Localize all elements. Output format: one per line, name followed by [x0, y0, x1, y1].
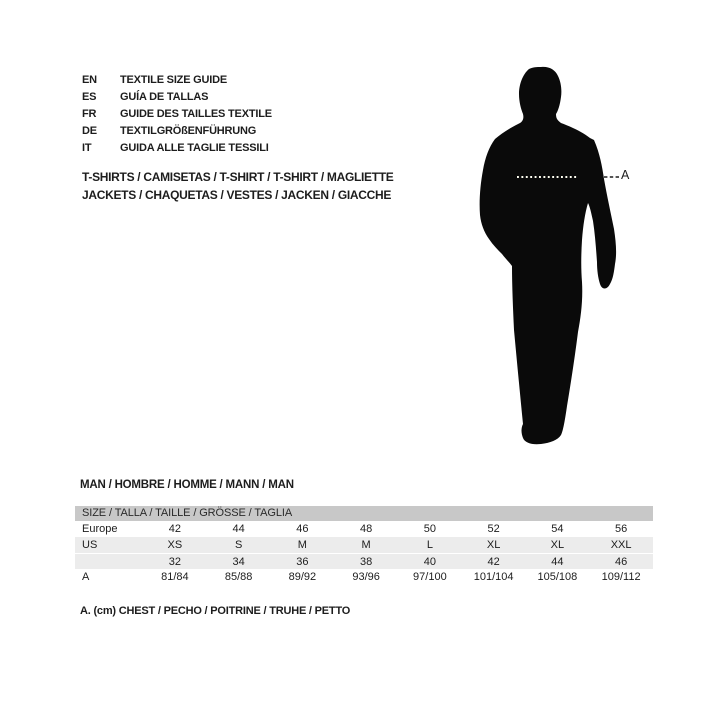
language-row-es [82, 89, 272, 106]
table-row-uk [75, 553, 653, 569]
table-cell: M [361, 539, 371, 551]
row-cells [143, 554, 653, 569]
table-cell: 44 [232, 523, 245, 535]
language-guide-list [82, 72, 272, 157]
row-cells [143, 569, 653, 585]
language-row-it [82, 140, 272, 157]
language-row-de [82, 123, 272, 140]
language-label: TEXTILE SIZE GUIDE [120, 74, 228, 86]
table-cell: 38 [360, 556, 373, 568]
product-title-line-tshirts: T-SHIRTS / CAMISETAS / T-SHIRT / T-SHIRT / MAGLIETTE [82, 170, 394, 184]
table-cell: M [297, 539, 307, 551]
language-label: GUIDE DES TAILLES TEXTILE [120, 108, 272, 120]
table-cell: 34 [232, 556, 245, 568]
table-cell: 50 [423, 523, 436, 535]
table-cell: 44 [551, 556, 564, 568]
language-code: IT [82, 142, 92, 154]
table-cell: 81/84 [161, 571, 189, 583]
table-row-us [75, 537, 653, 553]
table-cell: 40 [423, 556, 436, 568]
product-title-line-jackets: JACKETS / CHAQUETAS / VESTES / JACKEN / GIACCHE [82, 187, 392, 202]
man-silhouette-svg [477, 64, 630, 449]
table-cell: 89/92 [288, 571, 317, 583]
table-cell: 105/108 [537, 571, 578, 583]
measurement-footnote: A. (cm) CHEST / PECHO / POITRINE / TRUHE / PETTO [80, 605, 351, 617]
language-code: EN [82, 74, 97, 86]
language-label: GUÍA DE TALLAS [120, 91, 209, 103]
table-cell: 46 [296, 523, 309, 535]
row-label: Europe [82, 523, 118, 535]
language-row-en [82, 72, 272, 89]
language-label: TEXTILGRÖßENFÜHRUNG [120, 125, 257, 137]
table-cell: 42 [487, 556, 500, 568]
table-row-europe [75, 521, 653, 537]
table-cell: 54 [551, 523, 564, 535]
size-table [75, 506, 653, 585]
row-label [75, 554, 143, 569]
row-cells [143, 537, 653, 553]
measurement-label-a: A [621, 168, 630, 182]
table-cell: 42 [168, 523, 181, 535]
table-cell: L [426, 539, 433, 551]
man-silhouette-shape [480, 67, 616, 444]
size-table-header: SIZE / TALLA / TAILLE / GRÖSSE / TAGLIA [75, 506, 653, 521]
language-row-fr [82, 106, 272, 123]
table-cell: 85/88 [224, 571, 253, 583]
table-cell: 46 [615, 556, 628, 568]
table-cell: 101/104 [473, 571, 514, 583]
product-category-title [82, 169, 394, 204]
table-cell: 48 [360, 523, 373, 535]
section-title-man: MAN / HOMBRE / HOMME / MANN / MAN [80, 479, 294, 491]
row-label: A [82, 571, 90, 583]
table-cell: XL [550, 539, 565, 551]
language-code: DE [82, 125, 97, 137]
table-cell: XS [167, 539, 183, 551]
table-row-chest-a [75, 569, 653, 585]
man-silhouette-figure [477, 64, 630, 449]
row-label: US [82, 539, 98, 551]
table-cell: 97/100 [413, 571, 447, 583]
language-code: ES [82, 91, 97, 103]
table-cell: 56 [615, 523, 628, 535]
row-cells [143, 521, 653, 537]
table-cell: XXL [610, 539, 632, 551]
language-code: FR [82, 108, 97, 120]
table-cell: 109/112 [601, 571, 641, 583]
table-cell: S [234, 539, 243, 551]
table-cell: 52 [487, 523, 500, 535]
table-cell: 32 [168, 556, 181, 568]
table-cell: XL [486, 539, 501, 551]
language-label: GUIDA ALLE TAGLIE TESSILI [120, 142, 269, 154]
table-cell: 93/96 [352, 571, 380, 583]
table-cell: 36 [296, 556, 309, 568]
